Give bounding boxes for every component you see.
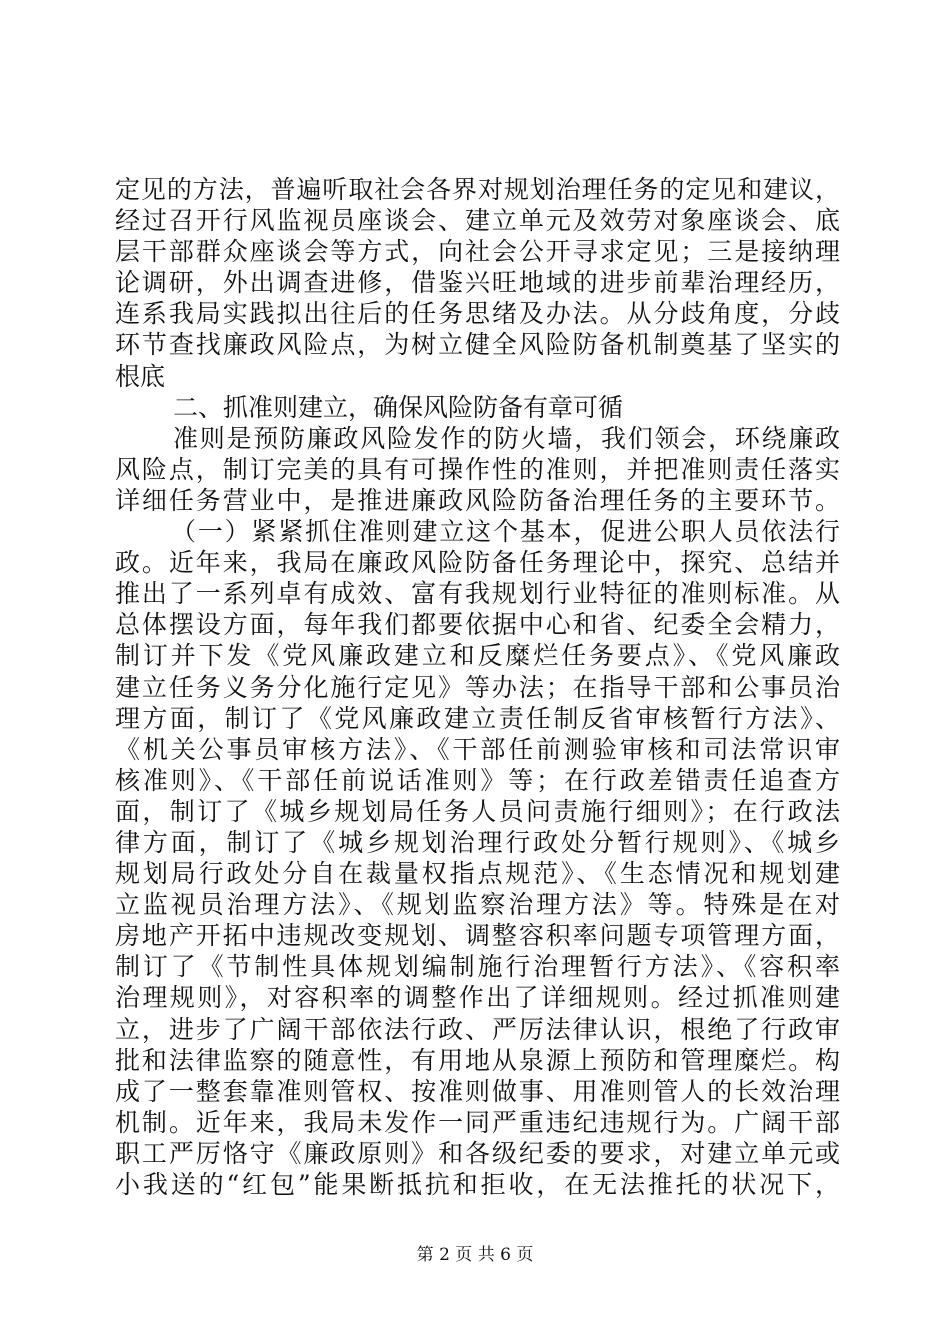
text-line: 制订了《节制性具体规划编制施行治理暂行方法》、《容积率 (115, 952, 840, 982)
text-line: 详细任务营业中，是推进廉政风险防备治理任务的主要环节。 (115, 485, 840, 515)
text-line: 职工严厉恪守《廉政原则》和各级纪委的要求，对建立单元或 (115, 1138, 840, 1168)
text-line: 小我送的“红包”能果断抵抗和拒收，在无法推托的状况下， (115, 1170, 840, 1199)
text-line: 成了一整套靠准则管权、按准则做事、用准则管人的长效治理 (115, 1076, 840, 1106)
text-line: 房地产开拓中违规改变规划、调整容积率问题专项管理方面， (115, 921, 840, 951)
page-footer: 第 2 页 共 6 页 (416, 1245, 534, 1265)
document-body (115, 174, 840, 1200)
text-line: 准则是预防廉政风险发作的防火墙，我们领会，环绕廉政 (173, 423, 840, 453)
text-line: 推出了一系列卓有成效、富有我规划行业特征的准则标准。从 (115, 579, 840, 609)
text-line: 制订并下发《党风廉政建立和反糜烂任务要点》、《党风廉政 (115, 641, 840, 671)
text-line: 风险点，制订完美的具有可操作性的准则，并把准则责任落实 (115, 454, 840, 484)
text-line: 批和法律监察的随意性，有用地从泉源上预防和管理糜烂。构 (115, 1045, 840, 1075)
text-line: 《机关公事员审核方法》、《干部任前测验审核和司法常识审 (115, 734, 840, 764)
text-line: 机制。近年来，我局未发作一同严重违纪违规行为。广阔干部 (115, 1107, 840, 1137)
text-line: 立监视员治理方法》、《规划监察治理方法》等。特殊是在对 (115, 890, 840, 920)
text-line: 核准则》、《干部任前说话准则》等；在行政差错责任追查方 (115, 765, 840, 795)
text-line: （一）紧紧抓住准则建立这个基本，促进公职人员依法行 (171, 517, 840, 547)
text-line: 律方面，制订了《城乡规划治理行政处分暂行规则》、《城乡 (115, 827, 840, 857)
text-line: 政。近年来，我局在廉政风险防备任务理论中，探究、总结并 (115, 548, 840, 578)
text-line: 层干部群众座谈会等方式，向社会公开寻求定见；三是接纳理 (115, 237, 840, 267)
section-heading: 二、抓准则建立，确保风险防备有章可循 (173, 392, 624, 422)
text-line: 治理规则》，对容积率的调整作出了详细规则。经过抓准则建 (115, 983, 840, 1013)
text-line: 环节查找廉政风险点，为树立健全风险防备机制奠基了坚实的 (115, 330, 840, 360)
text-line: 规划局行政处分自在裁量权指点规范》、《生态情况和规划建 (115, 859, 840, 889)
text-line: 连系我局实践拟出往后的任务思绪及办法。从分歧角度，分歧 (115, 299, 840, 329)
text-line: 经过召开行风监视员座谈会、建立单元及效劳对象座谈会、底 (115, 206, 840, 236)
text-line: 立，进步了广阔干部依法行政、严厉法律认识，根绝了行政审 (115, 1014, 840, 1044)
text-line: 根底 (115, 361, 166, 391)
text-line: 面，制订了《城乡规划局任务人员问责施行细则》；在行政法 (115, 796, 840, 826)
text-line: 论调研，外出调查进修，借鉴兴旺地域的进步前辈治理经历， (115, 268, 840, 298)
text-line: 建立任务义务分化施行定见》等办法；在指导干部和公事员治 (115, 672, 840, 702)
text-line: 总体摆设方面，每年我们都要依据中心和省、纪委全会精力， (115, 610, 840, 640)
text-line: 定见的方法，普遍听取社会各界对规划治理任务的定见和建议， (115, 175, 840, 204)
text-line: 理方面，制订了《党风廉政建立责任制反省审核暂行方法》、 (115, 703, 840, 733)
